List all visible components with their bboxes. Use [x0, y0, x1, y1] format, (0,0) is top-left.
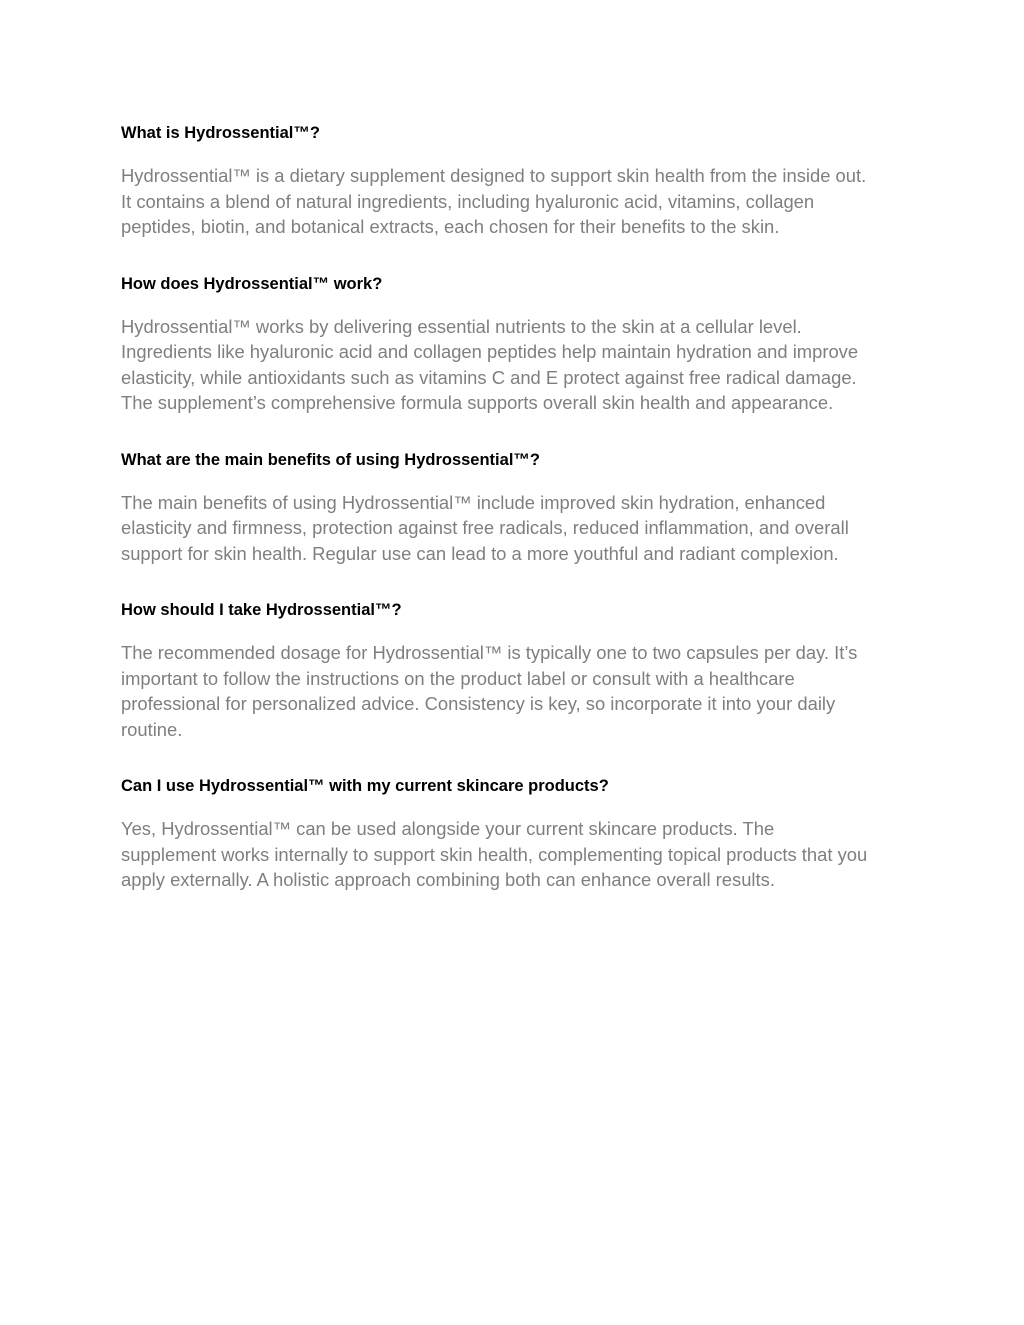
faq-question: Can I use Hydrossential™ with my current skincare products? [121, 777, 609, 795]
faq-item-skincare [121, 763, 911, 893]
faq-question: What are the main benefits of using Hydrossential™? [121, 450, 540, 469]
document-page [121, 110, 911, 914]
faq-item-how-take [121, 587, 911, 742]
faq-answer: Hydrossential™ works by delivering essential nutrients to the skin at a cellular level. Ingredients like hyaluronic acid and collagen peptides help maintain hydration and improve elasticity, while antioxidants such as vitamins C and E protect against free radical damage. The supplement’s comprehensive formula supports overall skin health and appearance. [121, 315, 859, 413]
faq-item-what-is [121, 110, 911, 240]
faq-answer: Hydrossential™ is a dietary supplement designed to support skin health from the inside out. It contains a blend of natural ingredients, including hyaluronic acid, vitamins, collagen peptides, biotin, and botanical extracts, each chosen for their benefits to the skin. [121, 165, 867, 237]
faq-answer: The main benefits of using Hydrossential™ include improved skin hydration, enhanced elasticity and firmness, protection against free radicals, reduced inflammation, and overall support for skin health. Regular use can lead to a more youthful and radiant complexion. [121, 491, 849, 564]
faq-item-benefits [121, 437, 911, 567]
faq-item-how-works [121, 261, 911, 416]
faq-question: How should I take Hydrossential™? [121, 601, 402, 619]
faq-answer: Yes, Hydrossential™ can be used alongside your current skincare products. The supplement works internally to support skin health, complementing topical products that you apply externally. A holistic approach combining both can enhance overall results. [121, 818, 868, 890]
faq-question: What is Hydrossential™? [121, 124, 320, 142]
faq-question: How does Hydrossential™ work? [121, 274, 383, 293]
faq-answer: The recommended dosage for Hydrossential™ is typically one to two capsules per day. It’s important to follow the instructions on the product label or consult with a healthcare professional for personalized advice. Consistency is key, so incorporate it into your daily routine. [121, 642, 858, 740]
